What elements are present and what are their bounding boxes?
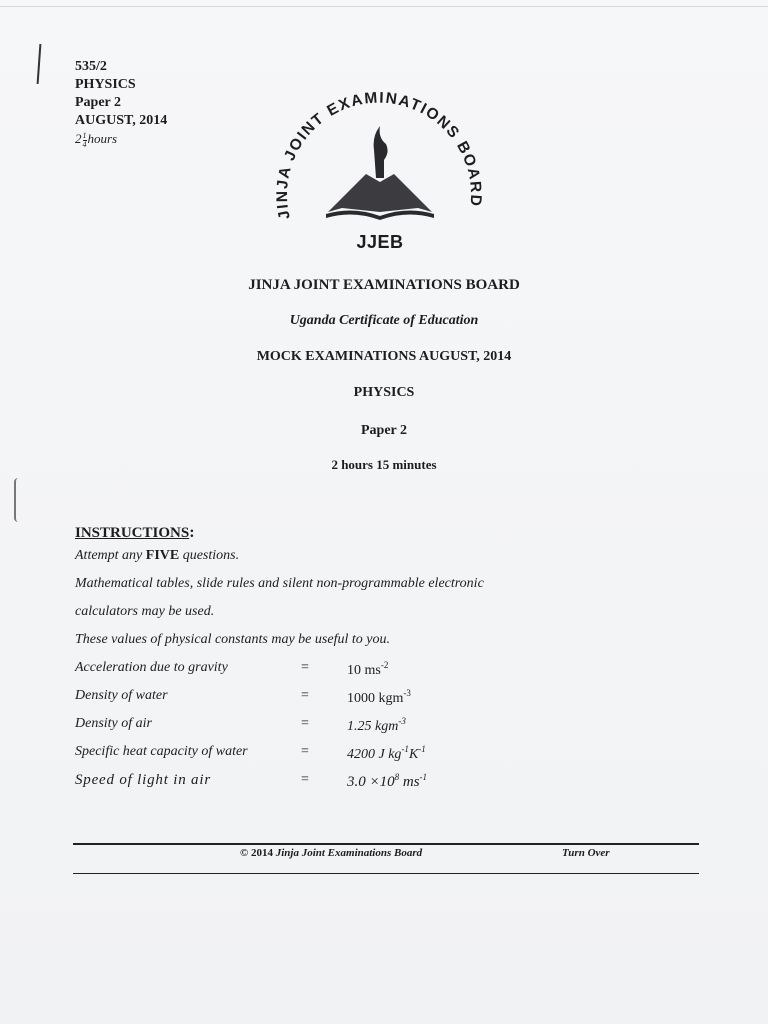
jjeb-logo [268, 78, 492, 258]
duration-fraction: $\frac{1}{4}$ [82, 130, 87, 149]
instruction-tables: Mathematical tables, slide rules and silent non-programmable electronic [75, 576, 484, 591]
footer-copyright: © 2014 Jinja Joint Examinations Board [240, 847, 423, 859]
duration-unit: hours [87, 131, 118, 146]
torch-flame-icon [374, 126, 388, 178]
instruction-attempt: Attempt any FIVE questions. [75, 548, 240, 563]
paper-duration [75, 130, 167, 149]
scan-edge-line [0, 6, 768, 7]
paper-date: AUGUST, 2014 [75, 113, 168, 128]
paper-code: 535/2 [75, 59, 107, 74]
footer-rule-bottom [73, 873, 699, 874]
instruction-calculators: calculators may be used. [75, 604, 215, 619]
subject-title: PHYSICS [353, 385, 415, 400]
time-allowed: 2 hours 15 minutes [331, 457, 437, 472]
constant-row-speed-light: Speed of light in air = $3.0 \times 10^8$ $ms^{-1}$ [75, 772, 428, 790]
book-icon [326, 174, 434, 220]
certificate-title: Uganda Certificate of Education [289, 313, 479, 328]
instructions-heading: INSTRUCTIONS: [75, 524, 195, 541]
paper-subject: PHYSICS [75, 77, 136, 92]
margin-bracket [14, 478, 22, 522]
constant-row-gravity: Acceleration due to gravity = 10 $ms^{-2}$ [75, 660, 389, 678]
turn-over-label: Turn Over [562, 847, 610, 859]
footer-rule-top [73, 843, 699, 845]
margin-mark [37, 44, 42, 84]
paper-title: Paper 2 [360, 423, 407, 438]
logo-caption: JJEB [356, 232, 404, 252]
paper-number: Paper 2 [75, 95, 122, 110]
board-title: JINJA JOINT EXAMINATIONS BOARD [248, 277, 520, 293]
logo-arc-text: JINJA JOINT EXAMINATIONS BOARD [273, 89, 485, 221]
constant-row-density-water: Density of water = 1000 kgm$^{-3}$ [75, 688, 411, 706]
exam-title: MOCK EXAMINATIONS AUGUST, 2014 [256, 349, 512, 364]
instructions-block [75, 524, 695, 652]
instruction-constants: These values of physical constants may be useful to you. [75, 632, 390, 647]
paper-header [75, 58, 167, 149]
constant-row-specific-heat: Specific heat capacity of water = 4200 J $kg^{-1}K^{-1}$ [75, 744, 426, 762]
duration-whole: 2 [75, 131, 82, 146]
constant-row-density-air: Density of air = 1.25 kgm$^{-3}$ [75, 716, 406, 734]
